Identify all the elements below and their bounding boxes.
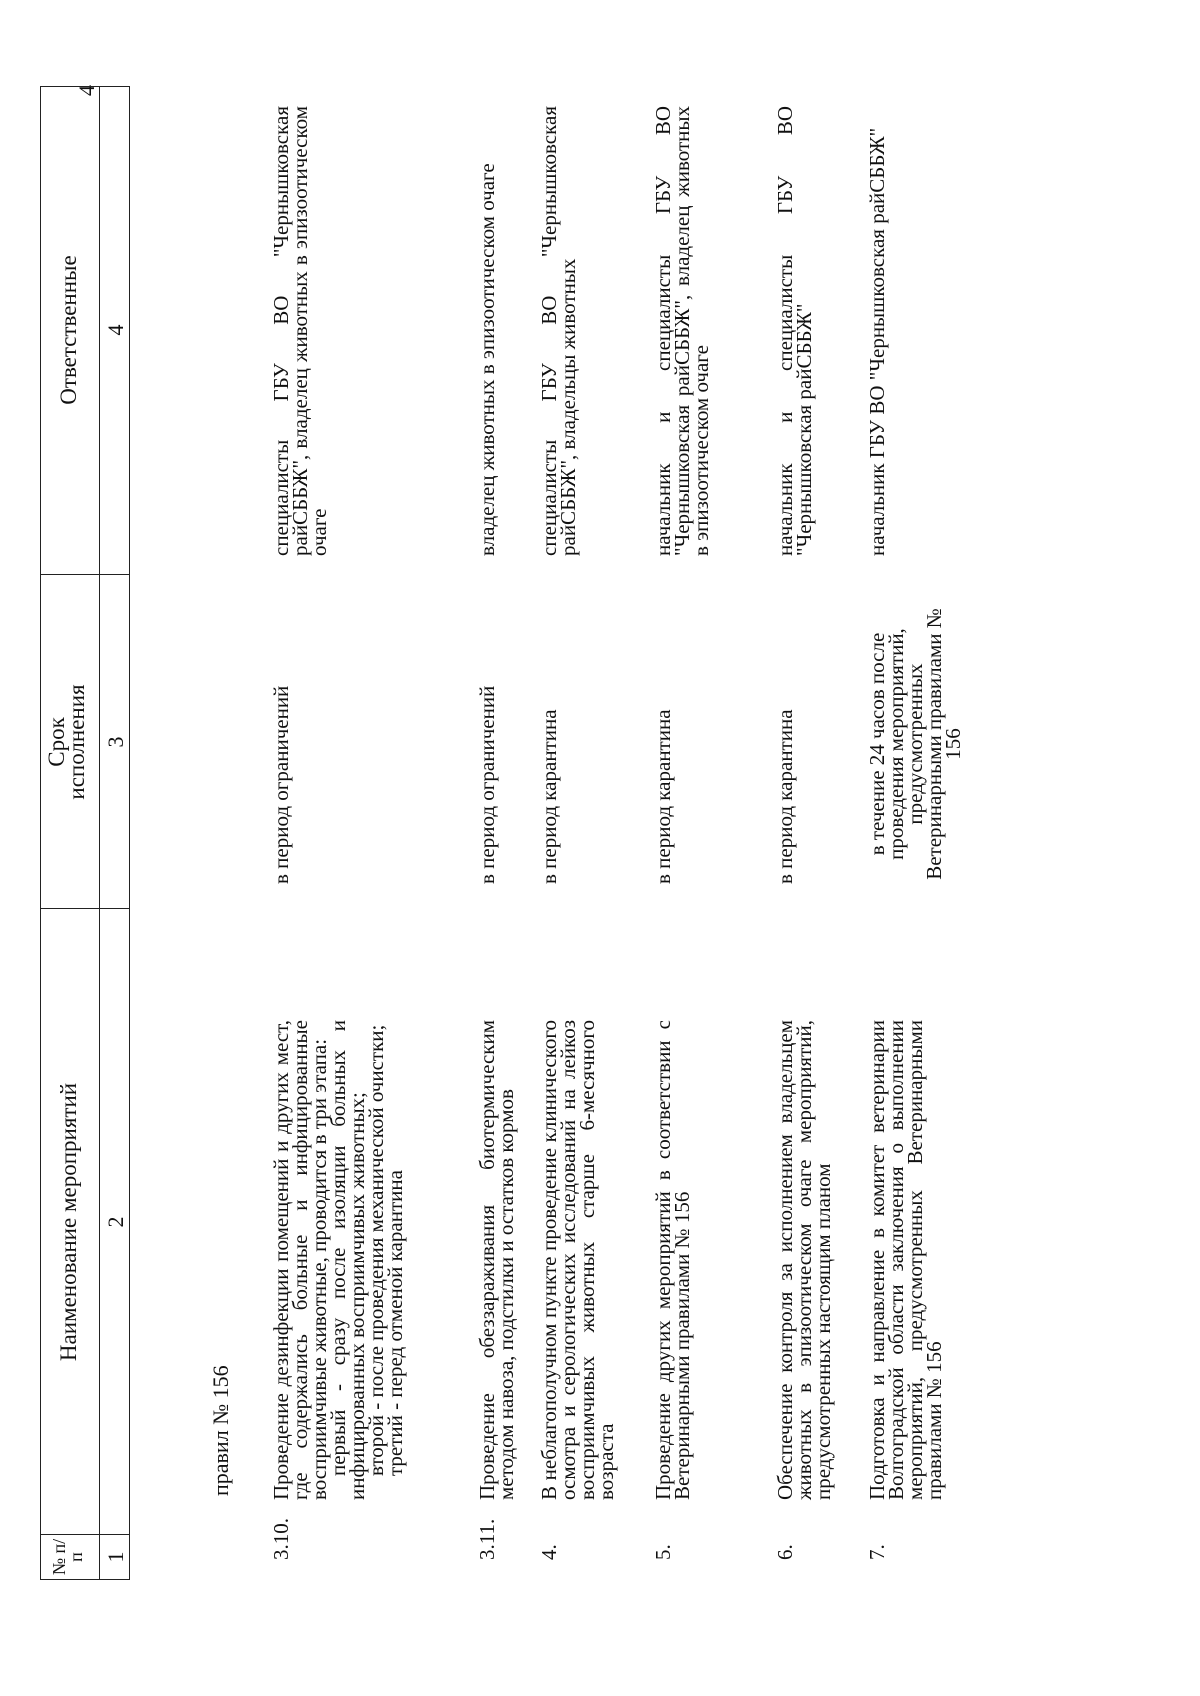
row-responsible: специалисты ГБУ ВО "Чернышковская райСББЖ", владелец животных в эпизоотическом очаге [269,106,331,556]
header-divider [99,87,100,1579]
header-num-1: 1 [103,1551,128,1563]
row-responsible: начальник ГБУ ВО "Чернышковская райСББЖ" [865,127,889,556]
header-col-term-line2: исполнения [64,684,89,800]
activity-line: Обеспечение контроля за исполнением владельцем животных в эпизоотическом очаге мероприятий, предусмотренных настоящим планом [773,1020,835,1500]
row-responsible: специалисты ГБУ ВО "Чернышковская райСББЖ", владельцы животных [537,106,580,556]
activity-line: Проведение других мероприятий в соответствии с Ветеринарными правилами № 156 [651,1020,694,1500]
row-activity [537,1020,618,1500]
header-col-number: № п/п [49,1538,86,1576]
row-term: в период ограничений [269,685,293,884]
preamble-text: правил № 156 [208,1365,233,1496]
row-activity [773,1020,835,1500]
row-term: в период карантина [651,709,675,884]
row-activity [475,1020,518,1500]
header-col-responsible: Ответственные [56,255,81,405]
row-number: 4. [537,1544,561,1560]
row-activity [651,1020,694,1500]
page-number: 4 [74,85,99,96]
header-num-4: 4 [103,324,128,336]
activity-line: третий - перед отменой карантина [383,1170,407,1476]
header-col-term-line1: Срок [44,717,69,767]
header-col-name: Наименование мероприятий [56,1082,81,1362]
row-responsible: владелец животных в эпизоотическом очаге [475,163,499,556]
row-term: в период карантина [773,709,797,884]
row-responsible: начальник и специалисты ГБУ ВО "Чернышковская райСББЖ" [773,106,816,556]
activity-line: Подготовка и направление в комитет ветеринарии Волгоградской области заключения о выполнении мероприятий, предусмотренных Ветеринарными правилами № 156 [865,1020,946,1500]
row-term: в период карантина [537,709,561,884]
row-number: 3.10. [269,1518,293,1560]
header-num-2: 2 [103,1216,128,1228]
row-activity [269,1020,407,1500]
activity-line: первый - сразу после изоляции больных и инфицированных восприимчивых животных; [326,1020,369,1500]
row-number: 7. [865,1544,889,1560]
activity-line: В неблагополучном пункте проведение клинического осмотра и серологических исследований на лейкоз восприимчивых животных старше 6-месячного возраста [537,1020,618,1500]
row-number: 6. [773,1544,797,1560]
row-term: в течение 24 часов после проведения мероприятий, предусмотренных Ветеринарными правилами № 156 [865,608,965,880]
header-col-term [44,575,89,909]
row-responsible: начальник и специалисты ГБУ ВО "Чернышковская райСББЖ", владелец животных в эпизоотическом очаге [651,106,713,556]
row-activity [865,1020,946,1500]
table-header [40,86,130,1580]
row-number: 5. [651,1544,675,1560]
header-num-3: 3 [103,736,128,748]
row-number: 3.11. [475,1518,499,1560]
activity-line: Проведение обеззараживания биотермическим методом навоза, подстилки и остатков кормов [475,1020,518,1500]
activity-line: Проведение дезинфекции помещений и других мест, где содержались больные и инфицированные восприимчивые животные, проводится в три этапа: [269,1020,331,1500]
activity-line: второй - после проведения механической очистки; [364,1024,388,1476]
row-term: в период ограничений [475,685,499,884]
